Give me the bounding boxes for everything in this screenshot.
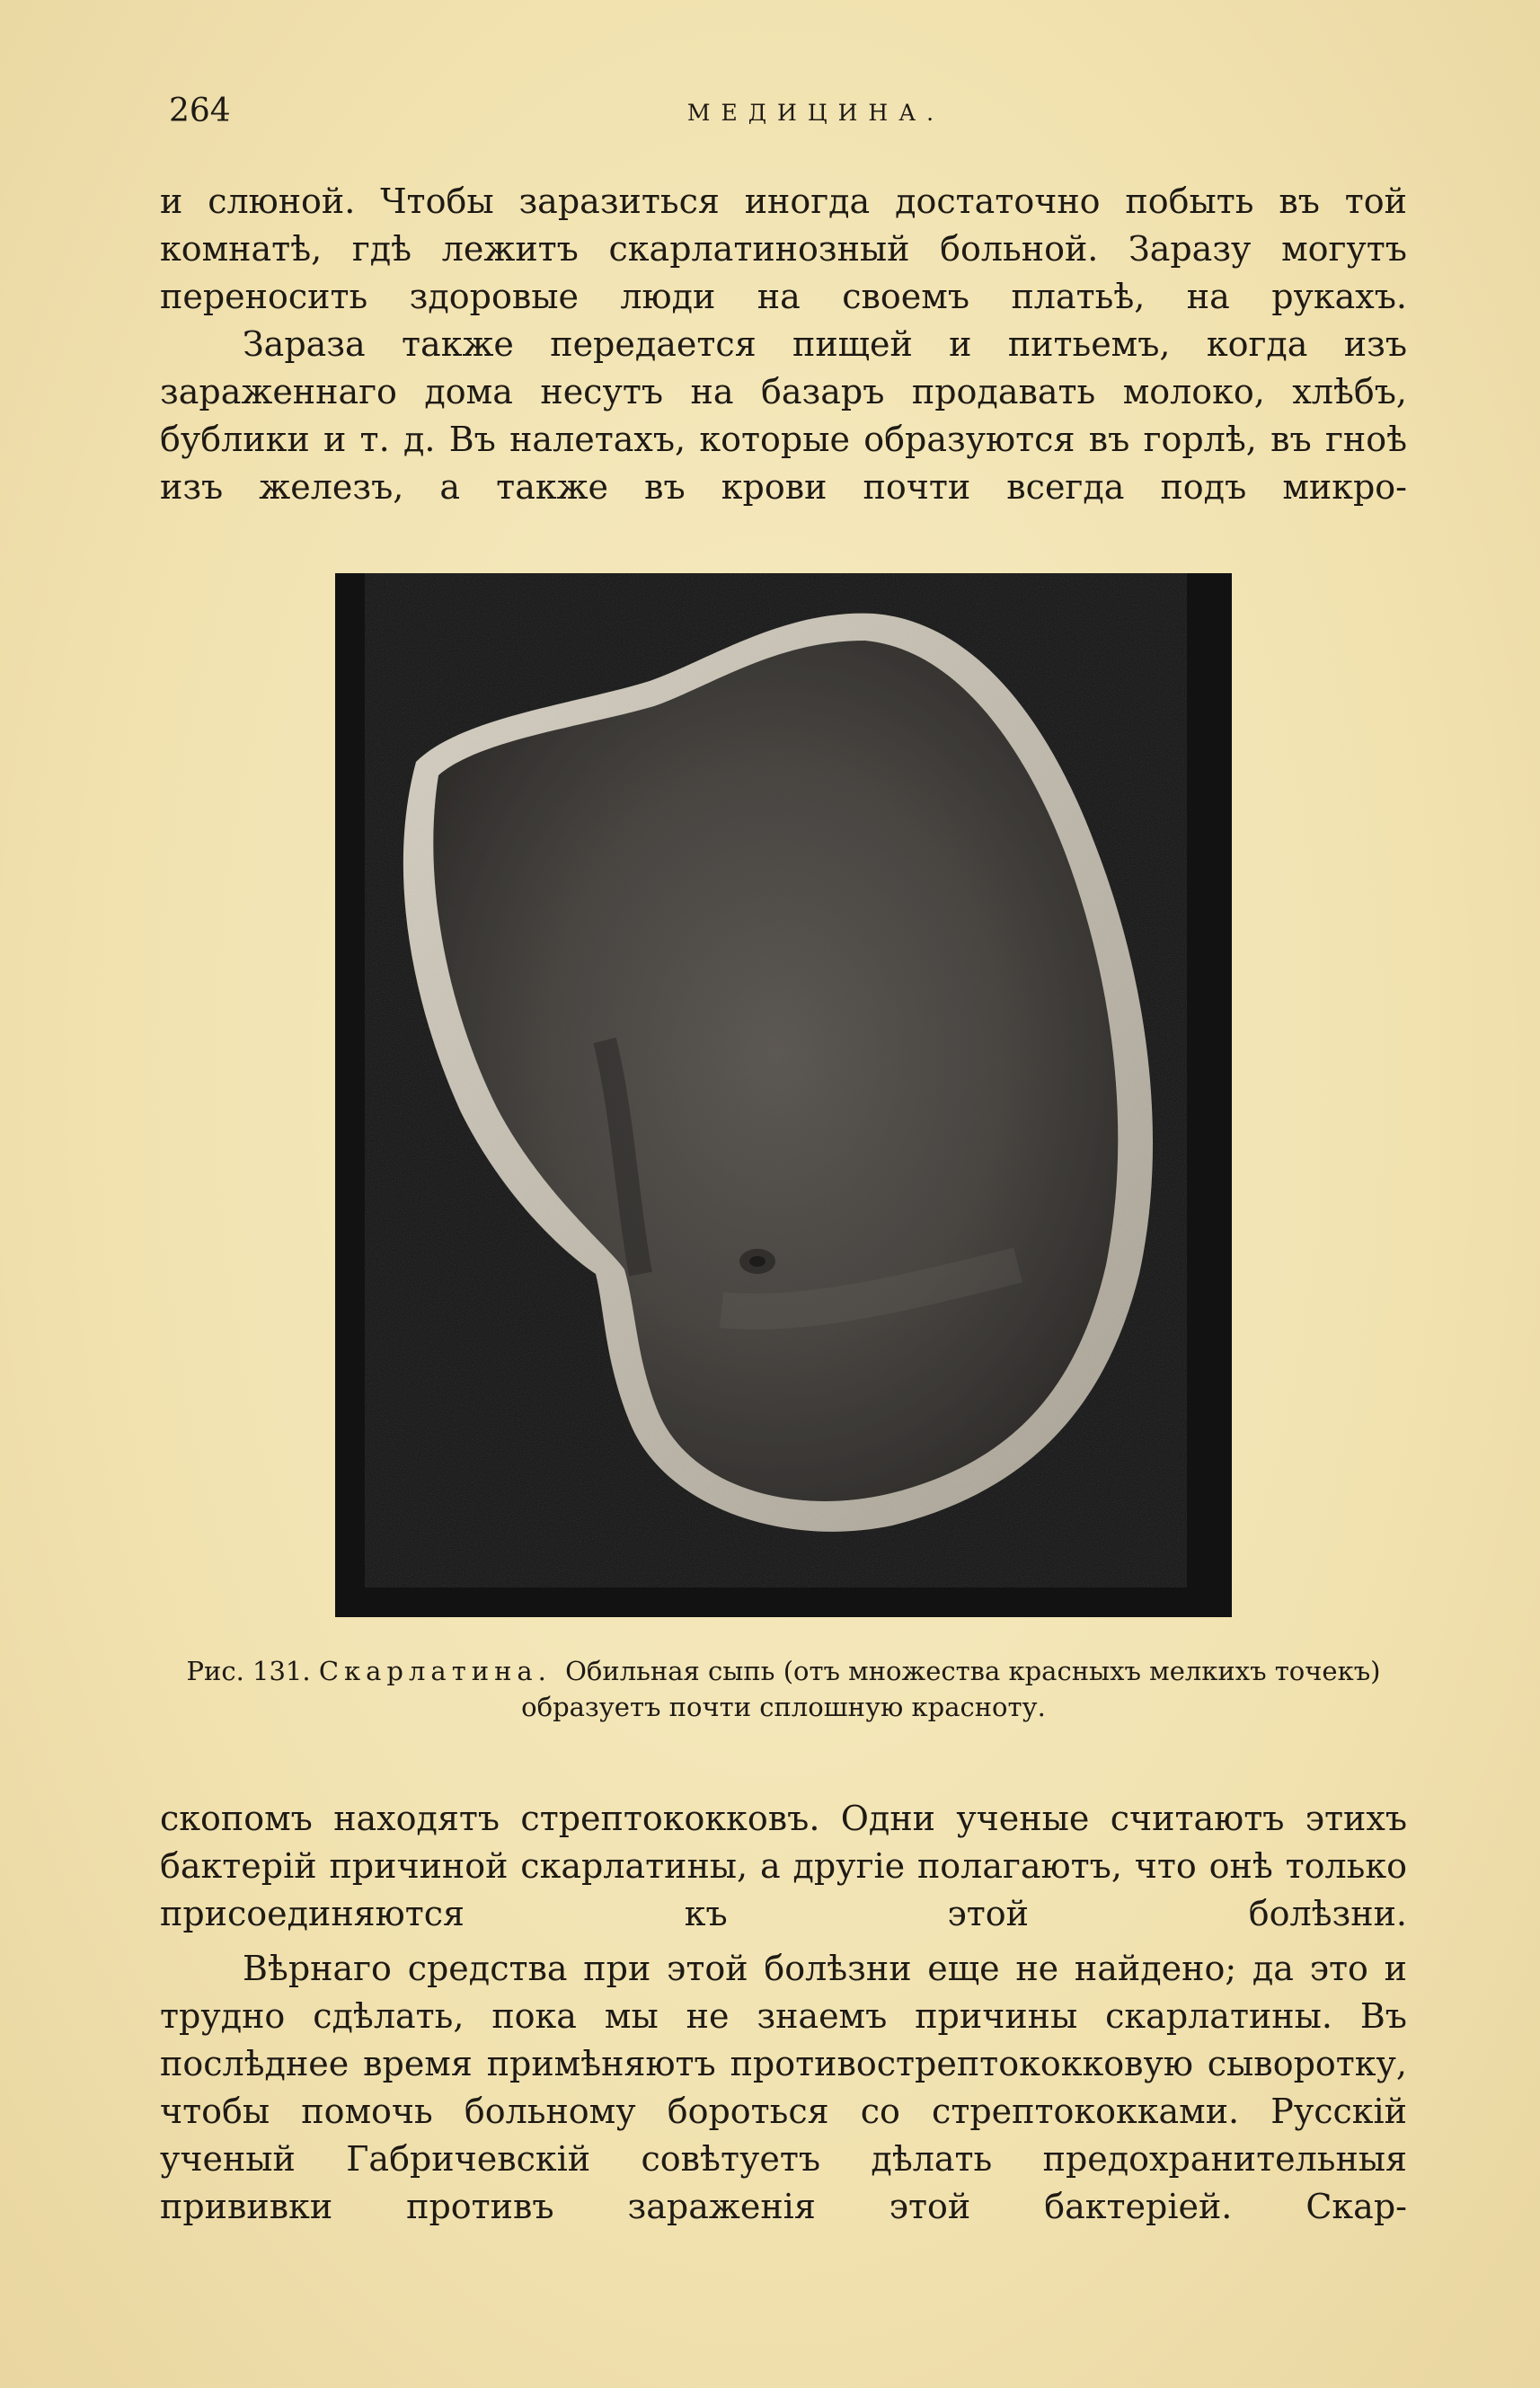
bottom-text-block bbox=[160, 1795, 1407, 2231]
paragraph: Зараза также передается пищей и питьемъ, когда изъ зараженнаго дома несутъ на базаръ продавать молоко, хлѣбъ, бублики и т. д. Въ налетахъ, которые образуются въ горлѣ, въ гноѣ изъ железъ, а также въ крови почти всегда подъ микро- bbox=[160, 324, 1407, 507]
running-title: МЕДИЦИНА. bbox=[686, 100, 945, 126]
figure-label: Рис. 131. bbox=[186, 1656, 319, 1686]
page-number: 264 bbox=[169, 93, 231, 129]
paragraph: скопомъ находятъ стрептококковъ. Одни ученые считаютъ этихъ бактерій причиной скарлатины, а другіе полагаютъ, что онѣ только присоединяются къ этой болѣзни. bbox=[160, 1799, 1407, 1933]
paragraph: и слюной. Чтобы заразиться иногда достаточно побыть въ той комнатѣ, гдѣ лежитъ скарлатинозный больной. Заразу могутъ переносить здоровые люди на своемъ платьѣ, на рукахъ. bbox=[160, 181, 1407, 316]
figure-caption bbox=[160, 1653, 1407, 1725]
figure-photograph bbox=[335, 573, 1232, 1617]
running-head bbox=[169, 90, 1409, 133]
figure-title: Скарлатина. bbox=[318, 1656, 566, 1686]
scarlet-fever-rash-photo bbox=[335, 573, 1232, 1617]
figure-caption-text: Обильная сыпь (отъ множества красныхъ мелкихъ точекъ) образуетъ почти сплошную красноту. bbox=[521, 1656, 1381, 1722]
top-text-block bbox=[160, 178, 1407, 511]
paragraph: Вѣрнаго средства при этой болѣзни еще не найдено; да это и трудно сдѣлать, пока мы не знаемъ причины скарлатины. Въ послѣднее время примѣняютъ противострептококковую сыворотку, чтобы помочь больному бороться со стрептококками. Русскій ученый Габричевскій совѣтуетъ дѣлать предохранительныя прививки противъ зараженія этой бактеріей. Скар- bbox=[160, 1949, 1407, 2226]
